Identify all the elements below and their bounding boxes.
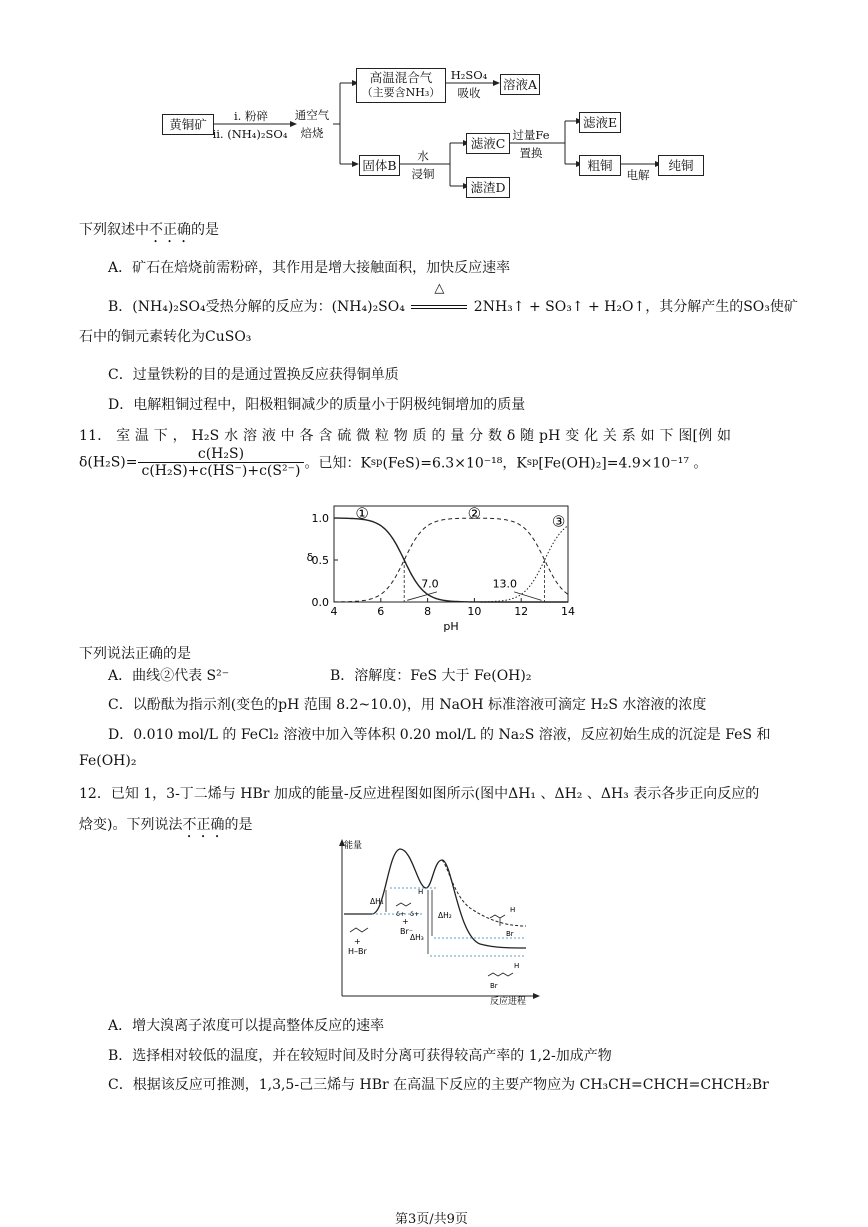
q10-stem: 下列叙述中不正确的是: [79, 222, 219, 238]
solid-b-box: 固体B: [359, 155, 400, 176]
solution-a-box: 溶液A: [500, 74, 540, 95]
svg-text:+: +: [354, 937, 361, 946]
q10-option-d: D．电解粗铜过程中，阳极粗铜减少的质量小于阴极纯铜增加的质量: [108, 397, 526, 413]
q10-option-b-line2: 石中的铜元素转化为CuSO₃: [79, 329, 252, 345]
y-tick-label: 0.5: [311, 554, 329, 567]
x-tick-label: 14: [561, 605, 575, 618]
pka-annotation: 7.0: [421, 577, 439, 591]
species-curve-2: [334, 518, 568, 602]
q12-option-a: A．增大溴离子浓度可以提高整体反应的速率: [108, 1018, 385, 1034]
product-12-icon: [490, 915, 505, 926]
delta-fraction: [138, 446, 305, 479]
x-tick-label: 4: [330, 605, 338, 618]
q11-option-a: A．曲线②代表 S²⁻: [108, 668, 230, 684]
filtrate-e-box: 滤液E: [579, 112, 621, 133]
product-14-icon: [488, 973, 513, 976]
progress-axis-label: 反应进程: [490, 997, 527, 1006]
residue-d-box: 滤渣D: [466, 177, 510, 198]
ore-box: 黄铜矿: [162, 114, 214, 135]
heat-equals-sign: △: [409, 299, 469, 315]
y-tick-label: 1.0: [311, 512, 329, 525]
electrolysis-label: 电解: [626, 168, 650, 182]
bromide-label: Br⁻: [400, 927, 413, 936]
hot-gas-line1: 高温混合气: [369, 70, 433, 85]
species-curve-3: [334, 526, 568, 602]
energy-diagram: [330, 836, 560, 1006]
leach-water-label: 水: [417, 149, 429, 163]
species-curve-1: [334, 518, 568, 602]
curve-label-3: ③: [551, 512, 566, 531]
svg-text:Br: Br: [490, 982, 498, 990]
step-grind-label: ⅰ. 粉碎: [234, 109, 268, 123]
q12-option-b: B．选择相对较低的温度，并在较短时间及时分离可获得较高产率的 1,2-加成产物: [108, 1048, 612, 1064]
pure-copper-box: 纯铜: [658, 155, 704, 176]
q11-option-c: C．以酚酞为指示剂(变色的pH 范围 8.2~10.0)，用 NaOH 标准溶液可滴定 H₂S 水溶液的浓度: [108, 697, 707, 713]
roast-label: 焙烧: [300, 126, 324, 140]
svg-text:+: +: [402, 917, 409, 926]
displacement-label: 置换: [519, 146, 543, 160]
q10-option-c: C．过量铁粉的目的是通过置换反应获得铜单质: [108, 367, 399, 383]
svg-text:H: H: [514, 962, 520, 970]
x-tick-label: 8: [424, 605, 432, 618]
step-ammonium-label: ⅱ. (NH₄)₂SO₄: [212, 127, 288, 141]
absorb-reagent-label: H₂SO₄: [450, 68, 488, 82]
q12-line1: 12．已知 1，3-丁二烯与 HBr 加成的能量-反应进程图如图所示(图中ΔH₁ 、ΔH₂ 、ΔH₃ 表示各步正向反应的: [79, 786, 760, 802]
x-tick-label: 6: [377, 605, 385, 618]
q11-stem: 下列说法正确的是: [79, 646, 191, 662]
delta-h1-label: ΔH₁: [370, 897, 384, 906]
emphasis-not-correct: 不正确: [149, 222, 191, 238]
excess-fe-label: 过量Fe: [512, 128, 550, 142]
curve-label-2: ②: [467, 504, 482, 523]
pka-annotation: 13.0: [492, 577, 518, 591]
svg-text:Br: Br: [506, 930, 514, 938]
q11-option-d-line1: D．0.010 mol/L 的 FeCl₂ 溶液中加入等体积 0.20 mol/L 的 Na₂S 溶液，反应初始生成的沉淀是 FeS 和: [108, 727, 771, 743]
svg-text:H: H: [418, 888, 424, 896]
q11-option-b: B．溶解度：FeS 大于 Fe(OH)₂: [330, 668, 532, 684]
svg-text:δ+: δ+: [396, 910, 406, 918]
y-axis-label: δ: [306, 551, 314, 564]
fraction-numerator: c(H₂S): [138, 446, 305, 463]
q10-option-b-line1: B．(NH₄)₂SO₄受热分解的反应为：(NH₄)₂SO₄ △ 2NH₃↑ + SO₃↑ + H₂O↑，其分解产生的SO₃使矿: [108, 281, 798, 315]
crude-copper-box: 粗铜: [579, 155, 621, 176]
energy-axis-label: 能量: [344, 841, 363, 851]
q11-formula-line: δ(H₂S)= $\frac{\text{c(H₂S)}}{\text{c(H₂S)+c(HS⁻)+c(S²⁻)}}$ 。已知：Ksp(FeS)=6.3×10⁻¹⁸，Ksp[Fe(OH)₂]=4.9×10⁻¹⁷ 。: [79, 446, 708, 479]
pka-arrow: [514, 592, 541, 600]
hot-gas-line2: （主要含NH₃）: [361, 85, 441, 99]
absorb-label: 吸收: [457, 86, 481, 100]
hot-gas-box: [356, 68, 446, 103]
q11-line1: 11． 室 温 下 ， H₂S 水 溶 液 中 各 含 硫 微 粒 物 质 的 量 分 数 δ 随 pH 变 化 关 系 如 下 图[例 如: [79, 428, 732, 444]
q11-option-d-line2: Fe(OH)₂: [79, 753, 137, 769]
butadiene-icon: [350, 928, 368, 932]
q12-line2: 焓变)。下列说法不正确的是: [79, 817, 253, 833]
allyl-cation-icon: [396, 903, 411, 906]
ph-distribution-chart: [300, 494, 590, 644]
page-footer: 第3页/共9页: [395, 1212, 468, 1227]
hbr-label: H–Br: [348, 947, 367, 956]
delta-h2-label: ΔH₂: [438, 911, 452, 920]
filtrate-c-box: 滤液C: [466, 133, 510, 154]
x-tick-label: 12: [514, 605, 529, 618]
y-tick-label: 0.0: [311, 596, 329, 609]
roast-air-label: 通空气: [294, 108, 330, 122]
leach-copper-label: 浸铜: [411, 167, 435, 181]
fraction-denominator: c(H₂S)+c(HS⁻)+c(S²⁻): [141, 463, 301, 479]
curve-label-1: ①: [355, 504, 369, 523]
x-axis-label: pH: [443, 620, 459, 633]
emphasis-not-correct: 不正确: [182, 817, 225, 833]
svg-text:H: H: [510, 906, 516, 914]
pka-arrow: [407, 592, 437, 600]
x-tick-label: 10: [467, 605, 482, 618]
delta-h3-label: ΔH₃: [410, 933, 424, 942]
svg-text:δ+: δ+: [410, 910, 420, 918]
q12-option-c: C．根据该反应可推测，1,3,5-己三烯与 HBr 在高温下反应的主要产物应为 CH₃CH=CHCH=CHCH₂Br: [108, 1077, 769, 1093]
q10-option-a: A．矿石在焙烧前需粉碎，其作用是增大接触面积，加快反应速率: [108, 260, 511, 276]
